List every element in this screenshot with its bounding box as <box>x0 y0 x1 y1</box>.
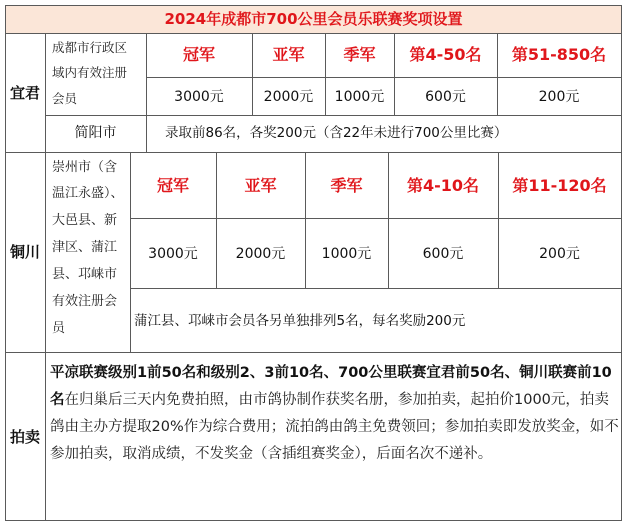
eligibility-line: 有效注册会 <box>52 294 118 309</box>
yijun-rank-champion: 冠军 <box>182 45 215 64</box>
auction-label: 拍卖 <box>9 428 40 446</box>
yijun-rank-third: 季军 <box>343 45 376 64</box>
tongchuan-rank-champion: 冠军 <box>156 176 189 195</box>
yijun-prize-third: 1000元 <box>334 89 385 105</box>
jianyang-note: 录取前86名，各奖200元（含22年未进行700公里比赛） <box>165 125 508 141</box>
eligibility-line: 会员 <box>52 91 78 106</box>
eligibility-line: 县、邛崃市 <box>52 267 118 282</box>
eligibility-line: 域内有效注册 <box>52 65 128 80</box>
tongchuan-prize-11-120: 200元 <box>539 246 580 262</box>
tongchuan-rank-11-120: 第11-120名 <box>512 176 607 195</box>
tongchuan-rank-runner-up: 亚军 <box>244 176 277 195</box>
region-label-yijun: 宜君 <box>9 84 40 102</box>
tongchuan-note: 蒲江县、邛崃市会员各另单独排列5名，每名奖励200元 <box>134 313 466 329</box>
eligibility-line: 温江永盛）、 <box>52 186 124 201</box>
yijun-prize-4-50: 600元 <box>425 89 466 105</box>
eligibility-line: 成都市行政区 <box>52 40 128 55</box>
eligibility-line: 大邑县、新 <box>52 213 118 228</box>
tongchuan-rank-third: 季军 <box>330 176 363 195</box>
eligibility-line: 员 <box>52 321 66 336</box>
eligibility-line: 崇州市（含 <box>52 160 118 175</box>
eligibility-line: 津区、蒲江 <box>52 240 118 255</box>
tongchuan-prize-4-10: 600元 <box>422 246 464 262</box>
tongchuan-prize-third: 1000元 <box>321 246 372 262</box>
yijun-rank-51-850: 第51-850名 <box>511 45 607 64</box>
tongchuan-prize-champion: 3000元 <box>148 246 198 262</box>
page-title: 2024年成都市700公里会员乐联赛奖项设置 <box>164 10 463 28</box>
auction-rules-body: 在归巢后三天内免费拍照，由市鸽协制作获奖名册，参加拍卖，起拍价1000元，拍卖鸽由主办方提取20%作为综合费用；流拍鸽由鸽主免费领回；参加拍卖即发放奖金，如不参加拍卖，取消成绩，不发奖金（含插组赛奖金），后面名次不递补。 <box>50 392 619 462</box>
jianyang-label: 简阳市 <box>74 125 117 141</box>
tongchuan-prize-runner-up: 2000元 <box>235 246 286 262</box>
yijun-prize-runner-up: 2000元 <box>263 89 314 105</box>
tongchuan-rank-4-10: 第4-10名 <box>406 176 480 195</box>
yijun-prize-51-850: 200元 <box>538 89 580 105</box>
auction-rules <box>50 360 620 468</box>
yijun-rank-4-50: 第4-50名 <box>409 45 482 64</box>
yijun-rank-runner-up: 亚军 <box>272 45 305 64</box>
yijun-prize-champion: 3000元 <box>174 89 224 105</box>
auction-rules-bold: 平凉联赛级别1前50名和级别2、3前10名、700公里联赛宜君前50名、铜川联赛前10名 <box>50 365 612 408</box>
region-label-tongchuan: 铜川 <box>9 243 40 261</box>
